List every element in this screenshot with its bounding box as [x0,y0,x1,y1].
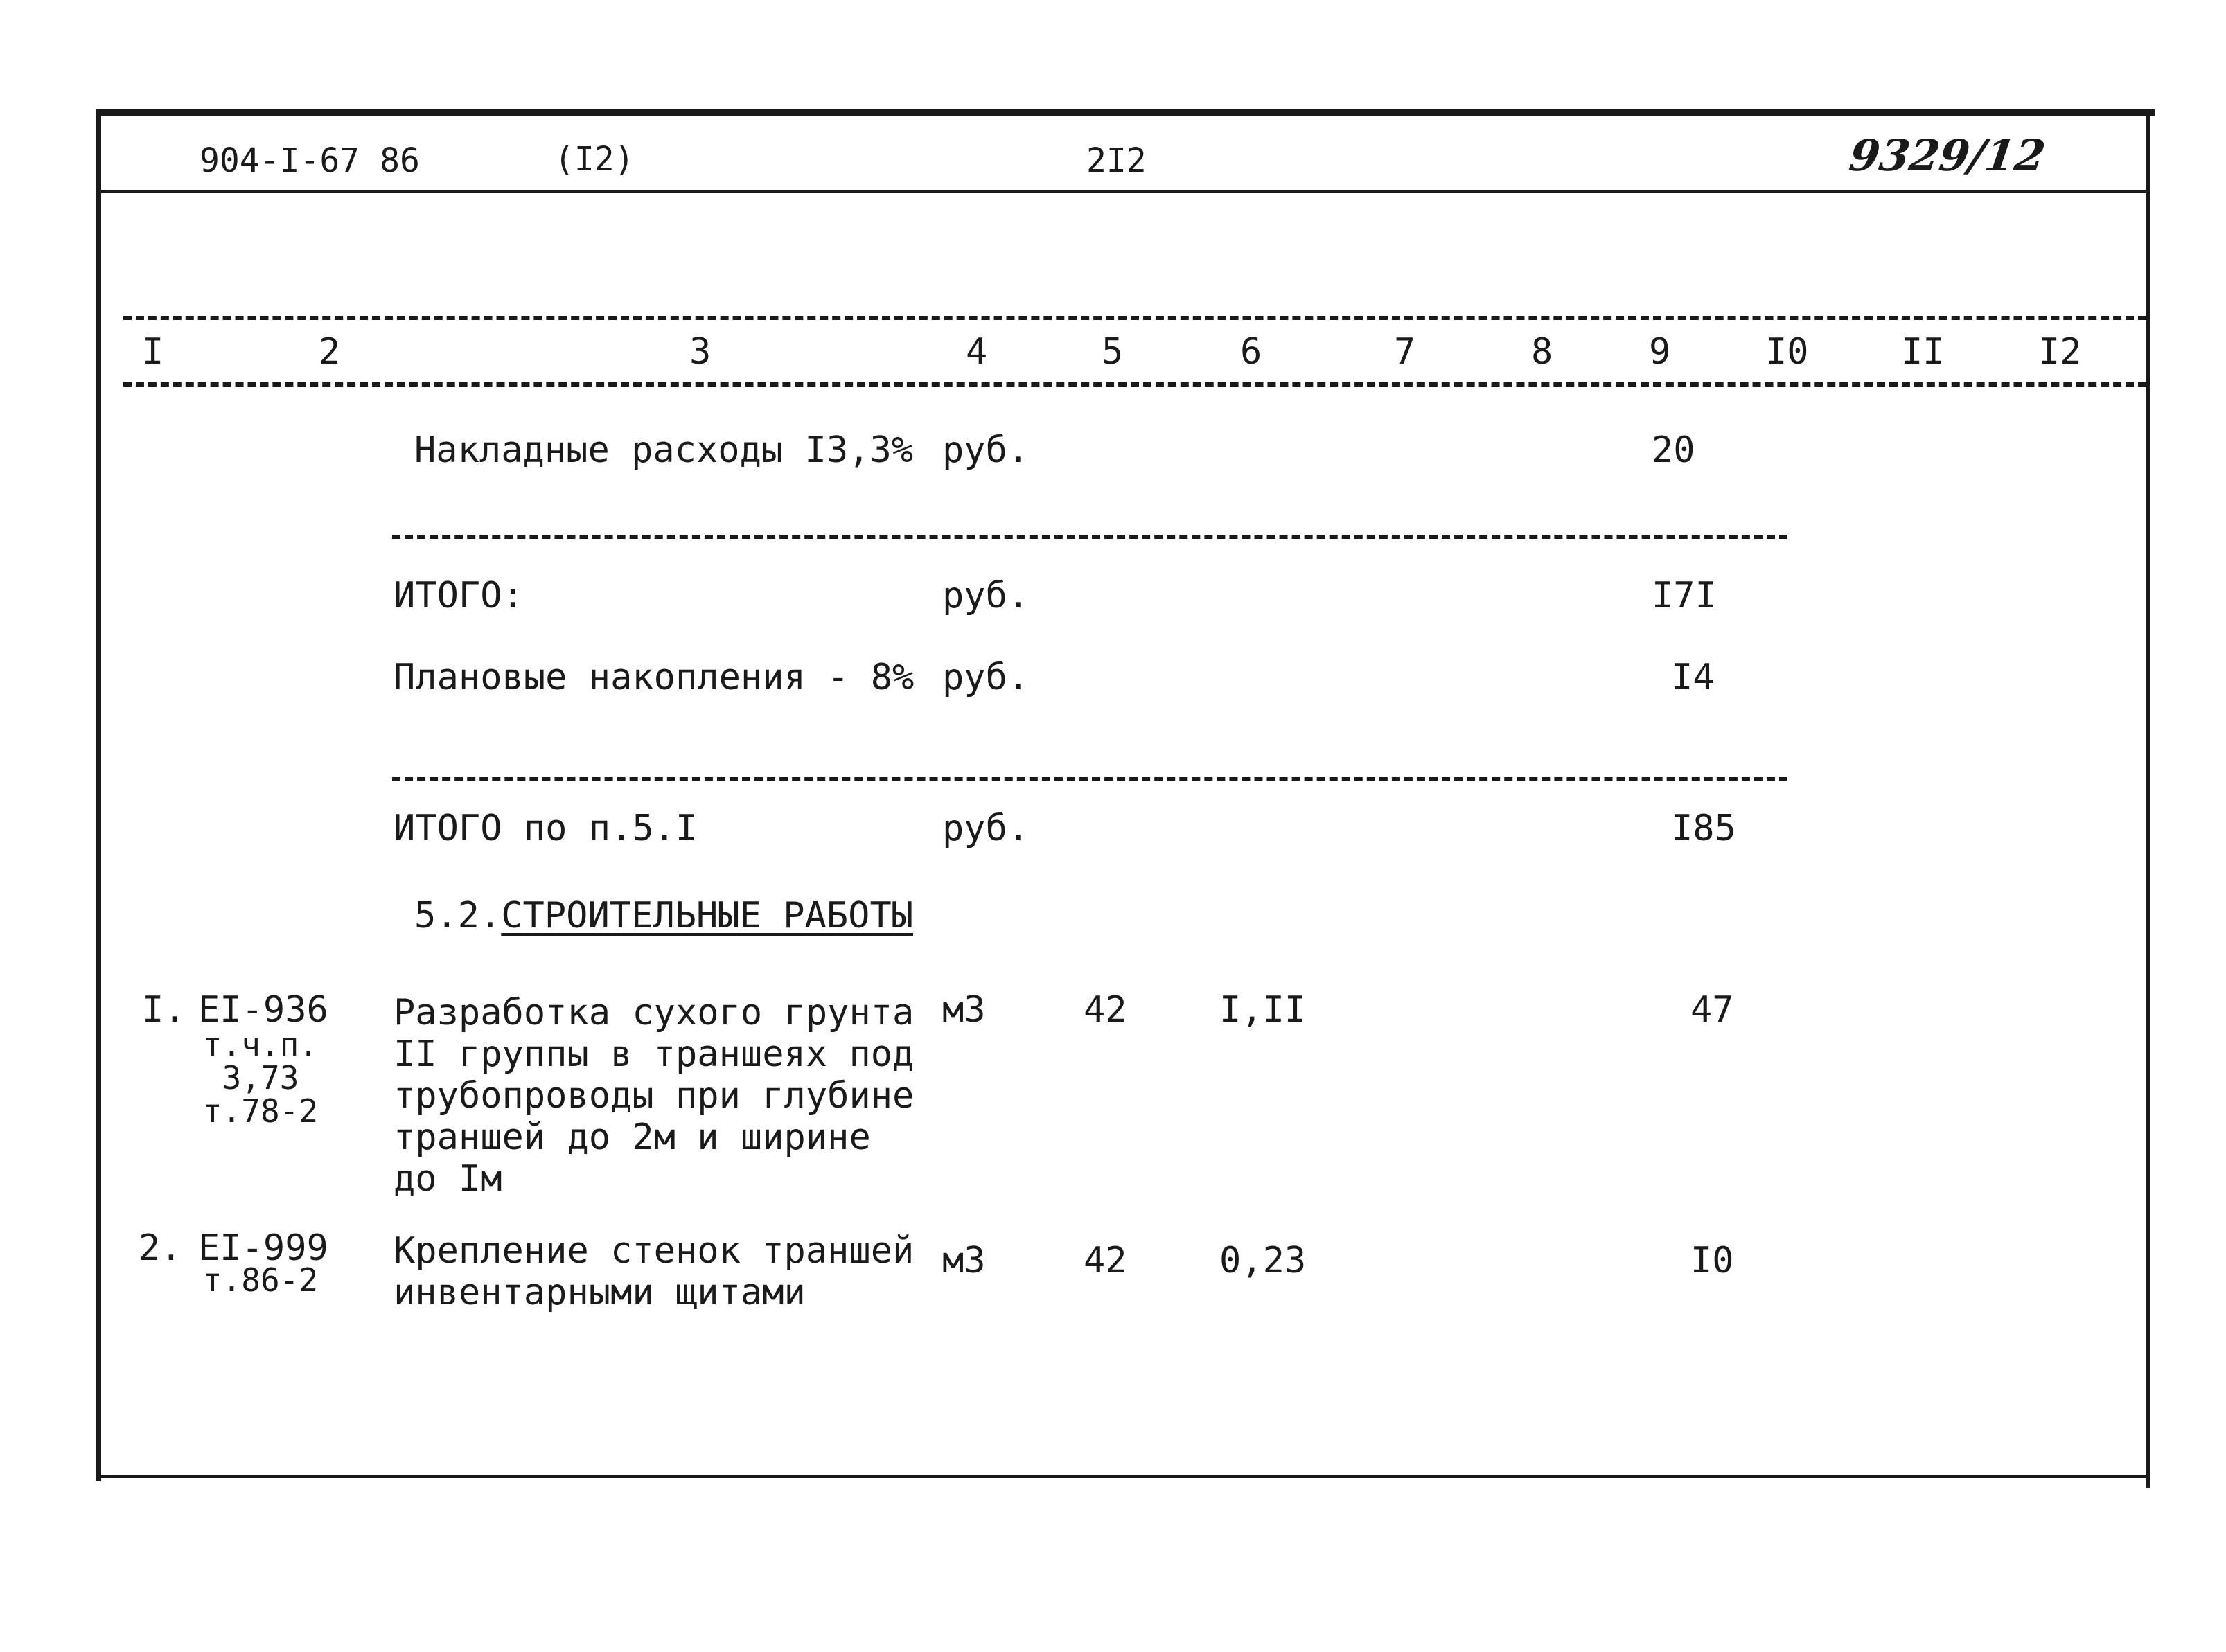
item-2-code: EI-999 [198,1227,328,1269]
total-label: ИТОГО: [394,575,524,616]
frame-left-border [96,109,101,1481]
overhead-unit: руб. [942,429,1030,471]
header-rule [101,190,2146,193]
section-heading-title: СТРОИТЕЛЬНЫЕ РАБОТЫ [501,895,914,936]
frame-bottom-border [96,1475,2150,1478]
section-heading-number: 5.2. [414,895,502,936]
frame-top-border [96,109,2155,116]
total-unit: руб. [942,575,1030,616]
column-header-6: 6 [1240,331,1262,373]
document-code: 904-I-67 86 [200,141,420,180]
column-header-bottom-rule [123,382,2146,387]
item-1-col6: I,II [1219,989,1307,1031]
column-header-4: 4 [966,331,988,373]
column-header-1: I [142,331,164,373]
column-header-3: 3 [689,331,712,373]
sheet-mark: 9329/12 [1846,130,2049,181]
item-2-col9: I0 [1690,1240,1734,1281]
column-header-8: 8 [1531,331,1553,373]
column-header-2: 2 [319,331,341,373]
section-number: (I2) [554,140,635,179]
column-header-12: I2 [2038,331,2082,373]
frame-right-border [2146,116,2150,1488]
item-2-reference: т.86-2 [202,1261,319,1299]
item-2-col6: 0,23 [1219,1240,1307,1281]
page-number: 2I2 [1086,141,1147,180]
column-header-10: I0 [1765,331,1809,373]
item-2-description: Крепление стенок траншей инвентарными щитами [394,1230,915,1313]
overhead-label: Накладные расходы I3,3% [414,429,914,471]
item-1-quantity: 42 [1084,989,1127,1031]
item-1-code: EI-936 [198,989,328,1031]
item-1-reference: т.ч.п. 3,73 т.78-2 [202,1026,319,1130]
subtotal-rule-1 [392,535,1787,539]
item-1-number: I. [142,989,186,1031]
planned-unit: руб. [942,657,1030,698]
item-1-description: Разработка сухого грунта II группы в траншеях под трубопроводы при глубине траншей до 2м и ширине до Iм [394,992,915,1200]
overhead-value: 20 [1652,429,1695,471]
column-header-9: 9 [1649,331,1671,373]
column-header-top-rule [123,316,2146,320]
item-2-unit: м3 [942,1240,986,1281]
item-1-col9: 47 [1690,989,1734,1031]
section-total-value: I85 [1671,808,1736,849]
column-header-7: 7 [1394,331,1416,373]
item-1-unit: м3 [942,989,986,1031]
total-value: I7I [1652,575,1717,616]
planned-label: Плановые накопления - 8% [394,657,915,698]
column-header-5: 5 [1102,331,1124,373]
section-total-label: ИТОГО по п.5.I [394,808,698,849]
item-2-number: 2. [139,1227,182,1269]
item-2-quantity: 42 [1084,1240,1127,1281]
planned-value: I4 [1671,657,1715,698]
subtotal-rule-2 [392,777,1787,781]
section-total-unit: руб. [942,808,1030,849]
column-header-11: II [1901,331,1945,373]
section-heading [414,895,914,936]
